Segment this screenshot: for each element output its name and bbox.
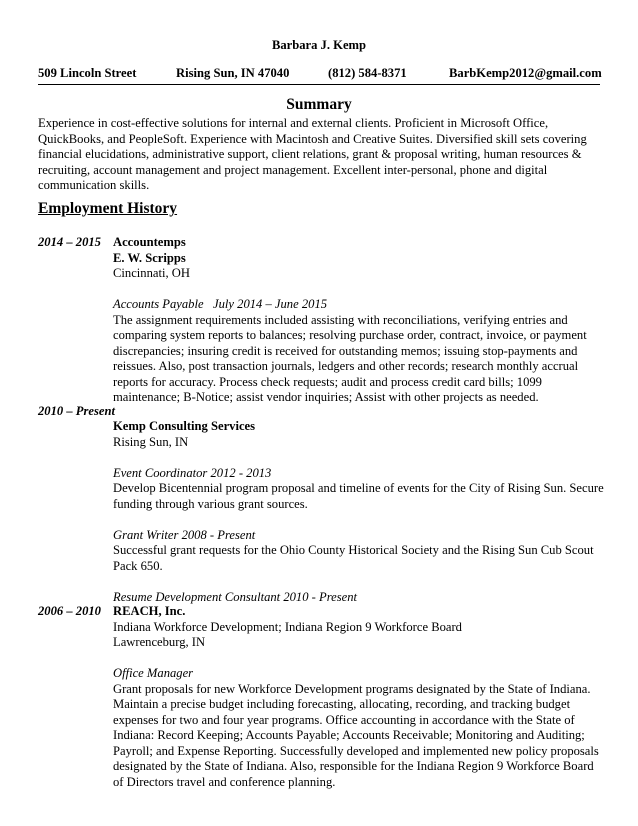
summary-line: financial elucidations, administrative support, client relations, grant & proposal writing, human resources &: [38, 147, 582, 161]
job-detail-line: designated by the State of Indiana. Also, responsible for the Indiana Region 9 Workforce Board: [113, 759, 594, 773]
employer-name: Accountemps: [113, 235, 186, 249]
client-org: Indiana Workforce Development; Indiana Region 9 Workforce Board: [113, 619, 462, 634]
job-detail-line: Pack 650.: [113, 558, 163, 573]
job-location: Rising Sun, IN: [113, 434, 189, 449]
city-state-zip: Rising Sun, IN 47040: [176, 66, 290, 80]
job-location: Cincinnati, OH: [113, 266, 190, 280]
summary-text: [38, 116, 604, 194]
job-detail-line: reports for accuracy. Process check requests; audit and process credit card bills; 1099: [113, 374, 542, 389]
job-detail-line: expenses for two and four year programs. Office accounting in accordance with the State of: [113, 712, 575, 727]
job-role: Event Coordinator 2012 - 2013: [113, 465, 272, 480]
phone-number: (812) 584-8371: [328, 66, 407, 80]
client-org: E. W. Scripps: [113, 250, 186, 265]
job-detail-line: Develop Bicentennial program proposal and timeline of events for the City of Rising Sun. Secure: [113, 481, 604, 495]
job-detail-line: Successful grant requests for the Ohio County Historical Society and the Rising Sun Cub Scout: [113, 543, 594, 557]
job-detail-line: maintenance; B-Notice; assist vendor inquiries; Assist with other projects as needed.: [113, 390, 539, 404]
job-entry: [113, 419, 605, 605]
job-role: Office Manager: [113, 666, 194, 680]
summary-heading: Summary: [286, 96, 352, 113]
job-detail-line: funding through various grant sources.: [113, 496, 308, 511]
job-entry: [113, 604, 605, 790]
employment-history-heading: Employment History: [38, 200, 178, 217]
job-detail-line: Indiana: Record Keeping; Accounts Payable; Accounts Receivable; Monitoring and Auditing;: [113, 728, 585, 742]
applicant-name: Barbara J. Kemp: [271, 38, 367, 52]
employer-name: REACH, Inc.: [113, 604, 186, 618]
job-detail-line: of Directors travel and conference planning.: [113, 774, 336, 789]
job-detail-line: The assignment requirements included assisting with reconciliations, verifying entries and: [113, 312, 568, 327]
job-detail-line: Maintain a precise budget including forecasting, allocating, recording, and tracking budget: [113, 697, 571, 711]
job-entry: [113, 235, 605, 406]
job-detail-line: comparing system reports to balances; resolving purchase order, contract, invoice, or payment: [113, 328, 587, 342]
job-period: 2006 – 2010: [38, 604, 101, 618]
summary-line: QuickBooks, and PeopleSoft. Experience with Macintosh and Creative Suites. Diversified skill sets covering: [38, 131, 587, 146]
job-role: Resume Development Consultant 2010 - Present: [113, 589, 358, 604]
job-detail-line: Payroll; and Expense Reporting. Successfully developed and implemented new policy proposals: [113, 743, 599, 758]
job-role: Accounts Payable July 2014 – June 2015: [113, 297, 328, 311]
job-period: 2014 – 2015: [38, 235, 101, 249]
job-role: Grant Writer 2008 - Present: [113, 527, 256, 542]
job-detail-line: reissues. Also, post transaction journals, ledgers and other records; research monthly accrual: [113, 359, 579, 373]
summary-line: recruiting, account management and project management. Excellent inter-personal, phone and digital: [38, 162, 548, 177]
email-address: BarbKemp2012@gmail.com: [449, 66, 602, 80]
job-detail-line: Grant proposals for new Workforce Development programs designated by the State of Indiana.: [113, 681, 591, 696]
employer-name: Kemp Consulting Services: [113, 419, 256, 433]
job-location: Lawrenceburg, IN: [113, 635, 206, 649]
contact-line: [38, 66, 600, 85]
job-detail-line: discrepancies; insuring credit is received for outstanding memos; issuing stop-payments and: [113, 343, 578, 358]
summary-line: Experience in cost-effective solutions for internal and external clients. Proficient in Microsoft Office,: [38, 116, 549, 130]
job-period: 2010 – Present: [38, 404, 115, 418]
summary-line: communication skills.: [38, 178, 150, 192]
street-address: 509 Lincoln Street: [38, 66, 137, 80]
